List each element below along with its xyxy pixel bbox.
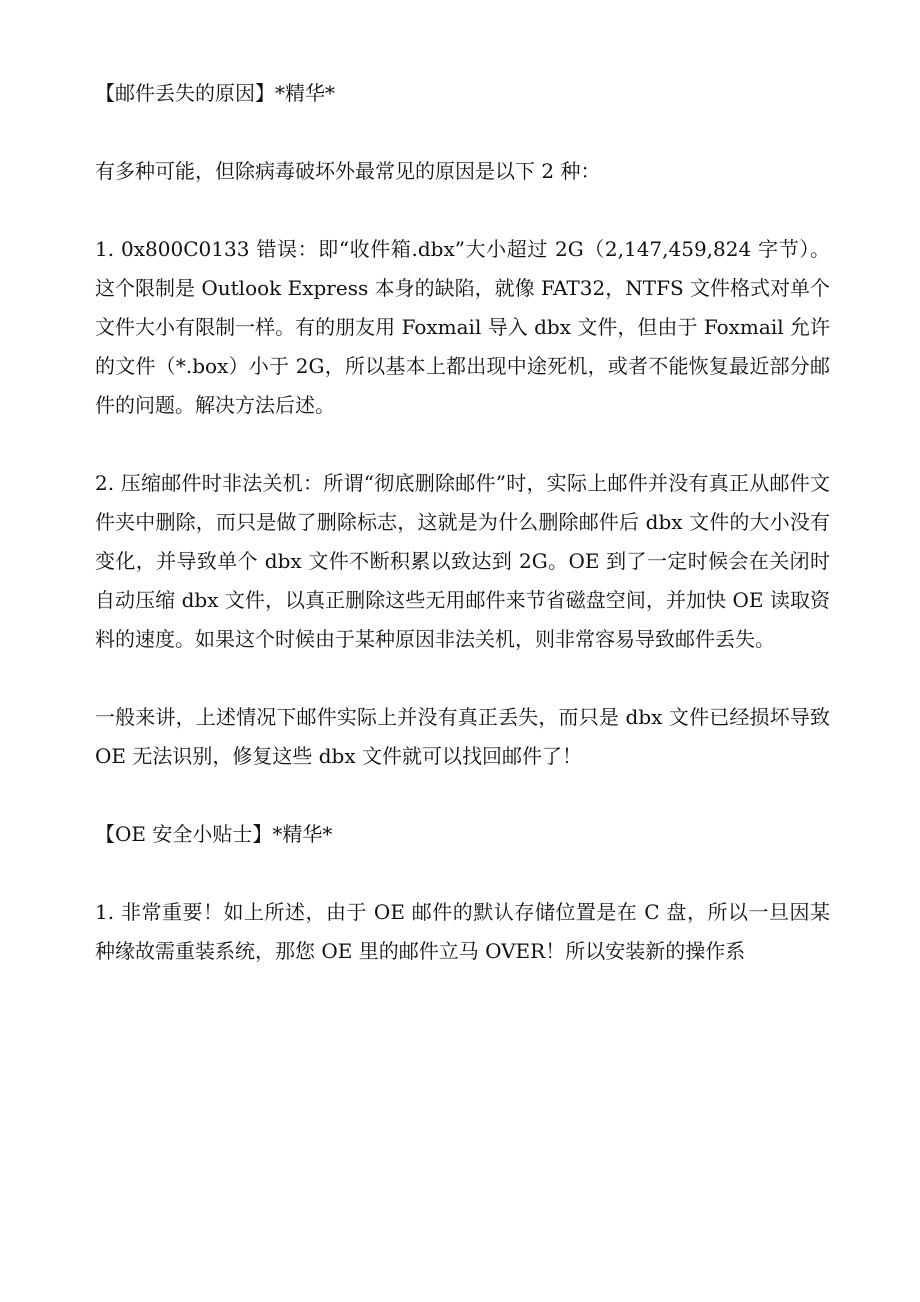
section-heading-mail-loss: 【邮件丢失的原因】*精华* [95,81,335,105]
cause-item-1: 1. 0x800C0133 错误：即“收件箱.dbx”大小超过 2G（2,147,459,824 字节）。这个限制是 Outlook Express 本身的缺陷，就像 FAT32，NTFS 文件格式对单个文件大小有限制一样。有的朋友用 Foxmail 导入 dbx 文件，但由于 Foxmail 允许的文件（*.box）小于 2G，所以基本上都出现中途死机，或者不能恢复最近部分邮件的问题。解决方法后述。 [95,237,830,417]
tip-item-1: 1. 非常重要！如上所述，由于 OE 邮件的默认存储位置是在 C 盘，所以一旦因某种缘故需重装系统，那您 OE 里的邮件立马 OVER！所以安装新的操作系 [95,900,830,963]
intro-paragraph: 有多种可能，但除病毒破坏外最常见的原因是以下 2 种： [95,159,601,183]
document-body [95,74,830,971]
cause-item-2: 2. 压缩邮件时非法关机：所谓“彻底删除邮件”时，实际上邮件并没有真正从邮件文件夹中删除，而只是做了删除标志，这就是为什么删除邮件后 dbx 文件的大小没有变化，并导致单个 dbx 文件不断积累以致达到 2G。OE 到了一定时候会在关闭时自动压缩 dbx 文件，以真正删除这些无用邮件来节省磁盘空间，并加快 OE 读取资料的速度。如果这个时候由于某种原因非法关机，则非常容易导致邮件丢失。 [95,471,830,651]
conclusion-paragraph: 一般来讲，上述情况下邮件实际上并没有真正丢失，而只是 dbx 文件已经损坏导致 OE 无法识别，修复这些 dbx 文件就可以找回邮件了！ [95,705,830,768]
section-heading-oe-tips: 【OE 安全小贴士】*精华* [95,822,333,846]
